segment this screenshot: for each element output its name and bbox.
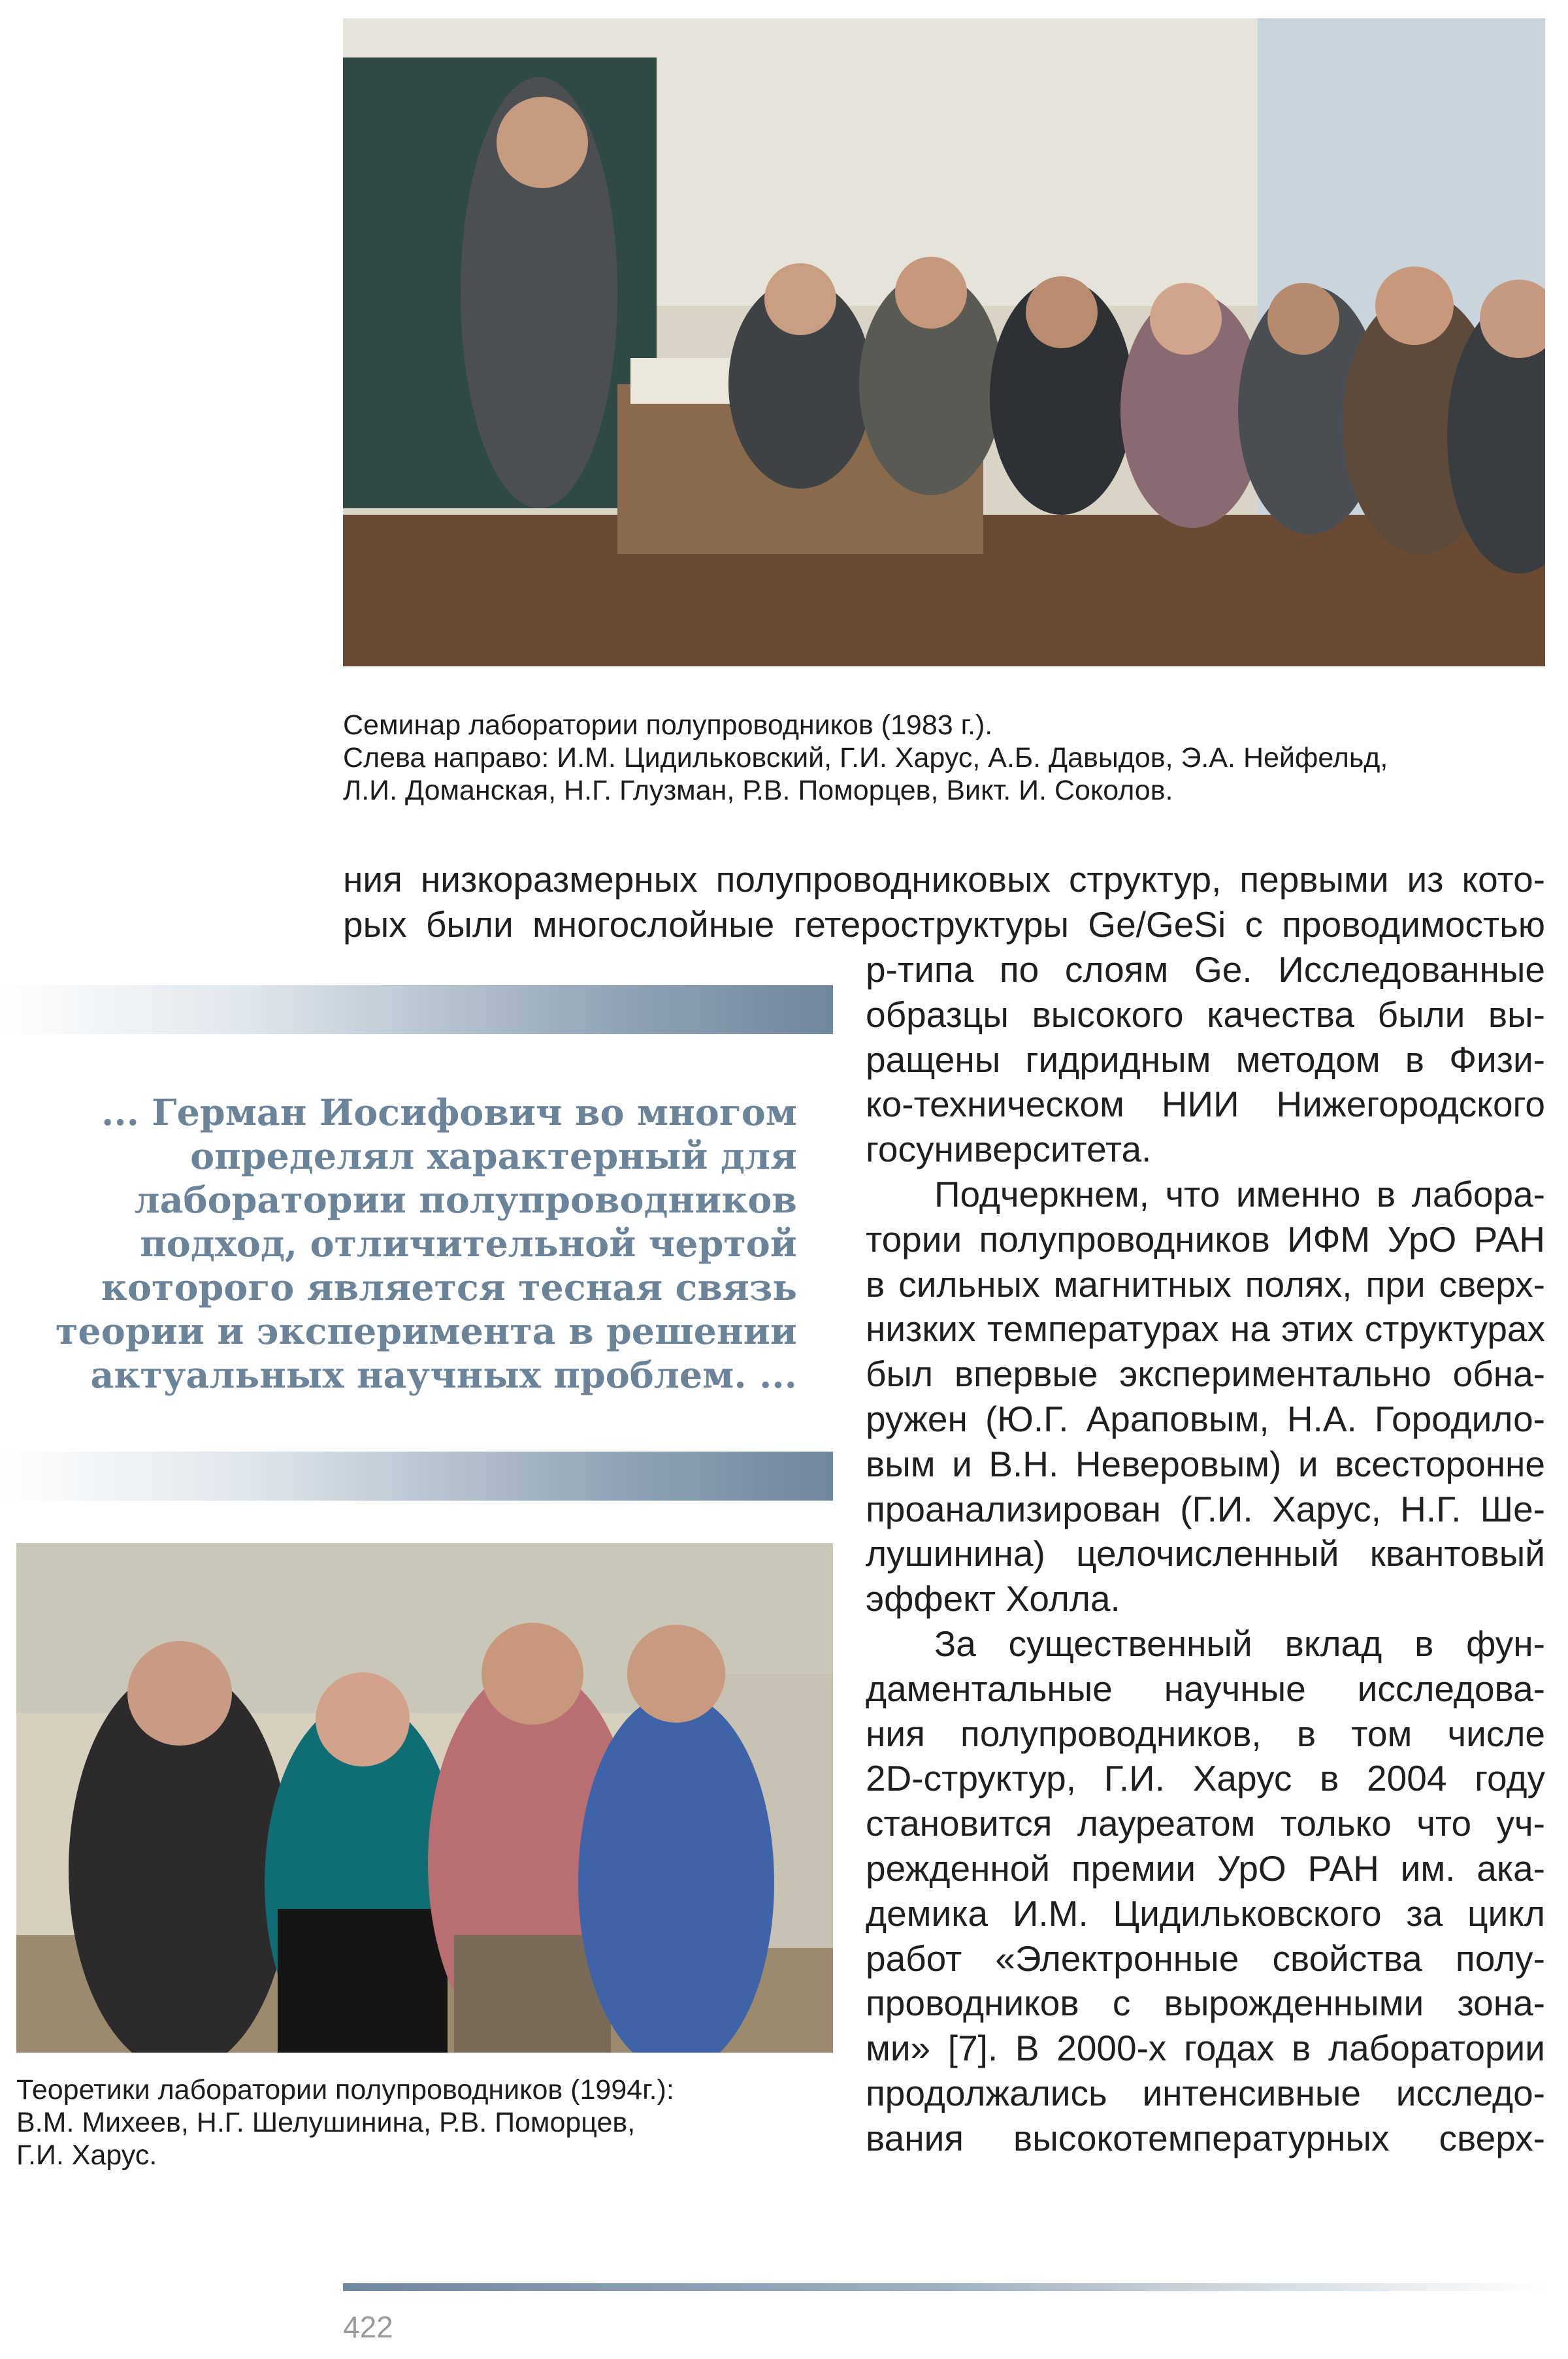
text-line: даментальные научные исследова- [866,1668,1545,1709]
caption-line: В.М. Михеев, Н.Г. Шелушинина, Р.В. Поморцев, [16,2107,636,2138]
quote-bottom-bar [0,1452,833,1501]
text-line: лушинина) целочисленный квантовый [866,1533,1545,1574]
pull-quote [26,1091,797,1397]
footer-rule [343,2283,1545,2291]
text-line: в сильных магнитных полях, при сверх- [866,1263,1545,1305]
text-line: низких температурах на этих структурах [866,1309,1545,1350]
caption-line: Г.И. Харус. [16,2139,157,2171]
text-line: ния полупроводников, в том числе [866,1713,1545,1754]
text-line: 2D-структур, Г.И. Харус в 2004 году [866,1758,1545,1799]
article-column [866,947,1545,2161]
quote-top-bar [0,985,833,1034]
text-line: эффект Холла. [866,1578,1120,1619]
seminar-photo-illustration [343,18,1545,666]
text-line: работ «Электронные свойства полу- [866,1938,1545,1979]
text-line: p-типа по слоям Ge. Исследованные [866,949,1545,990]
text-line: становится лауреатом только что уч- [866,1803,1545,1844]
text-line: демика И.М. Цидильковского за цикл [866,1893,1545,1934]
text-line: был впервые экспериментально обна- [866,1354,1545,1395]
quote-line: подход, отличительной чертой [140,1223,797,1265]
quote-line: определял характерный для [190,1135,797,1178]
text-line: ружен (Ю.Г. Араповым, Н.А. Городило- [866,1398,1545,1439]
text-line: вания высокотемпературных сверх- [866,2117,1545,2158]
quote-line: которого является тесная связь [101,1267,797,1309]
caption-line: Л.И. Доманская, Н.Г. Глузман, Р.В. Поморцев, Викт. И. Соколов. [343,775,1173,806]
caption-line: Слева направо: И.М. Цидильковский, Г.И. Харус, А.Б. Давыдов, Э.А. Нейфельд, [343,742,1388,773]
text-line: За существенный вклад в фун- [934,1623,1545,1664]
text-line: тории полупроводников ИФМ УрО РАН [866,1218,1545,1260]
quote-line: ... Герман Иосифович во многом [101,1092,797,1134]
caption-line: Теоретики лаборатории полупроводников (1994г.): [16,2074,674,2106]
seminar-photo-caption [343,709,1545,807]
text-line: ния низкоразмерных полупроводниковых структур, первыми из кото- [343,859,1545,900]
text-line: вым и В.Н. Неверовым) и всесторонне [866,1443,1545,1484]
text-line: ко-техническом НИИ Нижегородского [866,1084,1545,1125]
quote-line: теории и эксперимента в решении [56,1310,797,1353]
text-line: госуниверситета. [866,1129,1152,1170]
text-line: режденной премии УрО РАН им. ака- [866,1847,1545,1889]
text-line: образцы высокого качества были вы- [866,994,1545,1035]
quote-line: лаборатории полупроводников [134,1179,797,1222]
quote-line: актуальных научных проблем. ... [90,1354,797,1397]
seminar-photo-1983 [343,18,1545,666]
page-number: 422 [343,2310,393,2344]
text-line: проанализирован (Г.И. Харус, Н.Г. Ше- [866,1488,1545,1529]
text-line: проводников с вырожденными зона- [866,1983,1545,2024]
theorists-photo-illustration [16,1543,833,2053]
theorists-photo-1994 [16,1543,833,2053]
text-line: ращены гидридным методом в Физи- [866,1039,1545,1080]
article-wide-lines [343,857,1545,947]
text-line: ми» [7]. В 2000-х годах в лаборатории [866,2028,1545,2069]
caption-line: Семинар лаборатории полупроводников (1983 г.). [343,709,993,741]
text-line: продолжались интенсивные исследо- [866,2072,1545,2113]
text-line: Подчеркнем, что именно в лабора- [934,1173,1545,1214]
text-line: рых были многослойные гетероструктуры Ge/GeSi с проводимостью [343,903,1545,945]
theorists-photo-caption [16,2074,833,2172]
